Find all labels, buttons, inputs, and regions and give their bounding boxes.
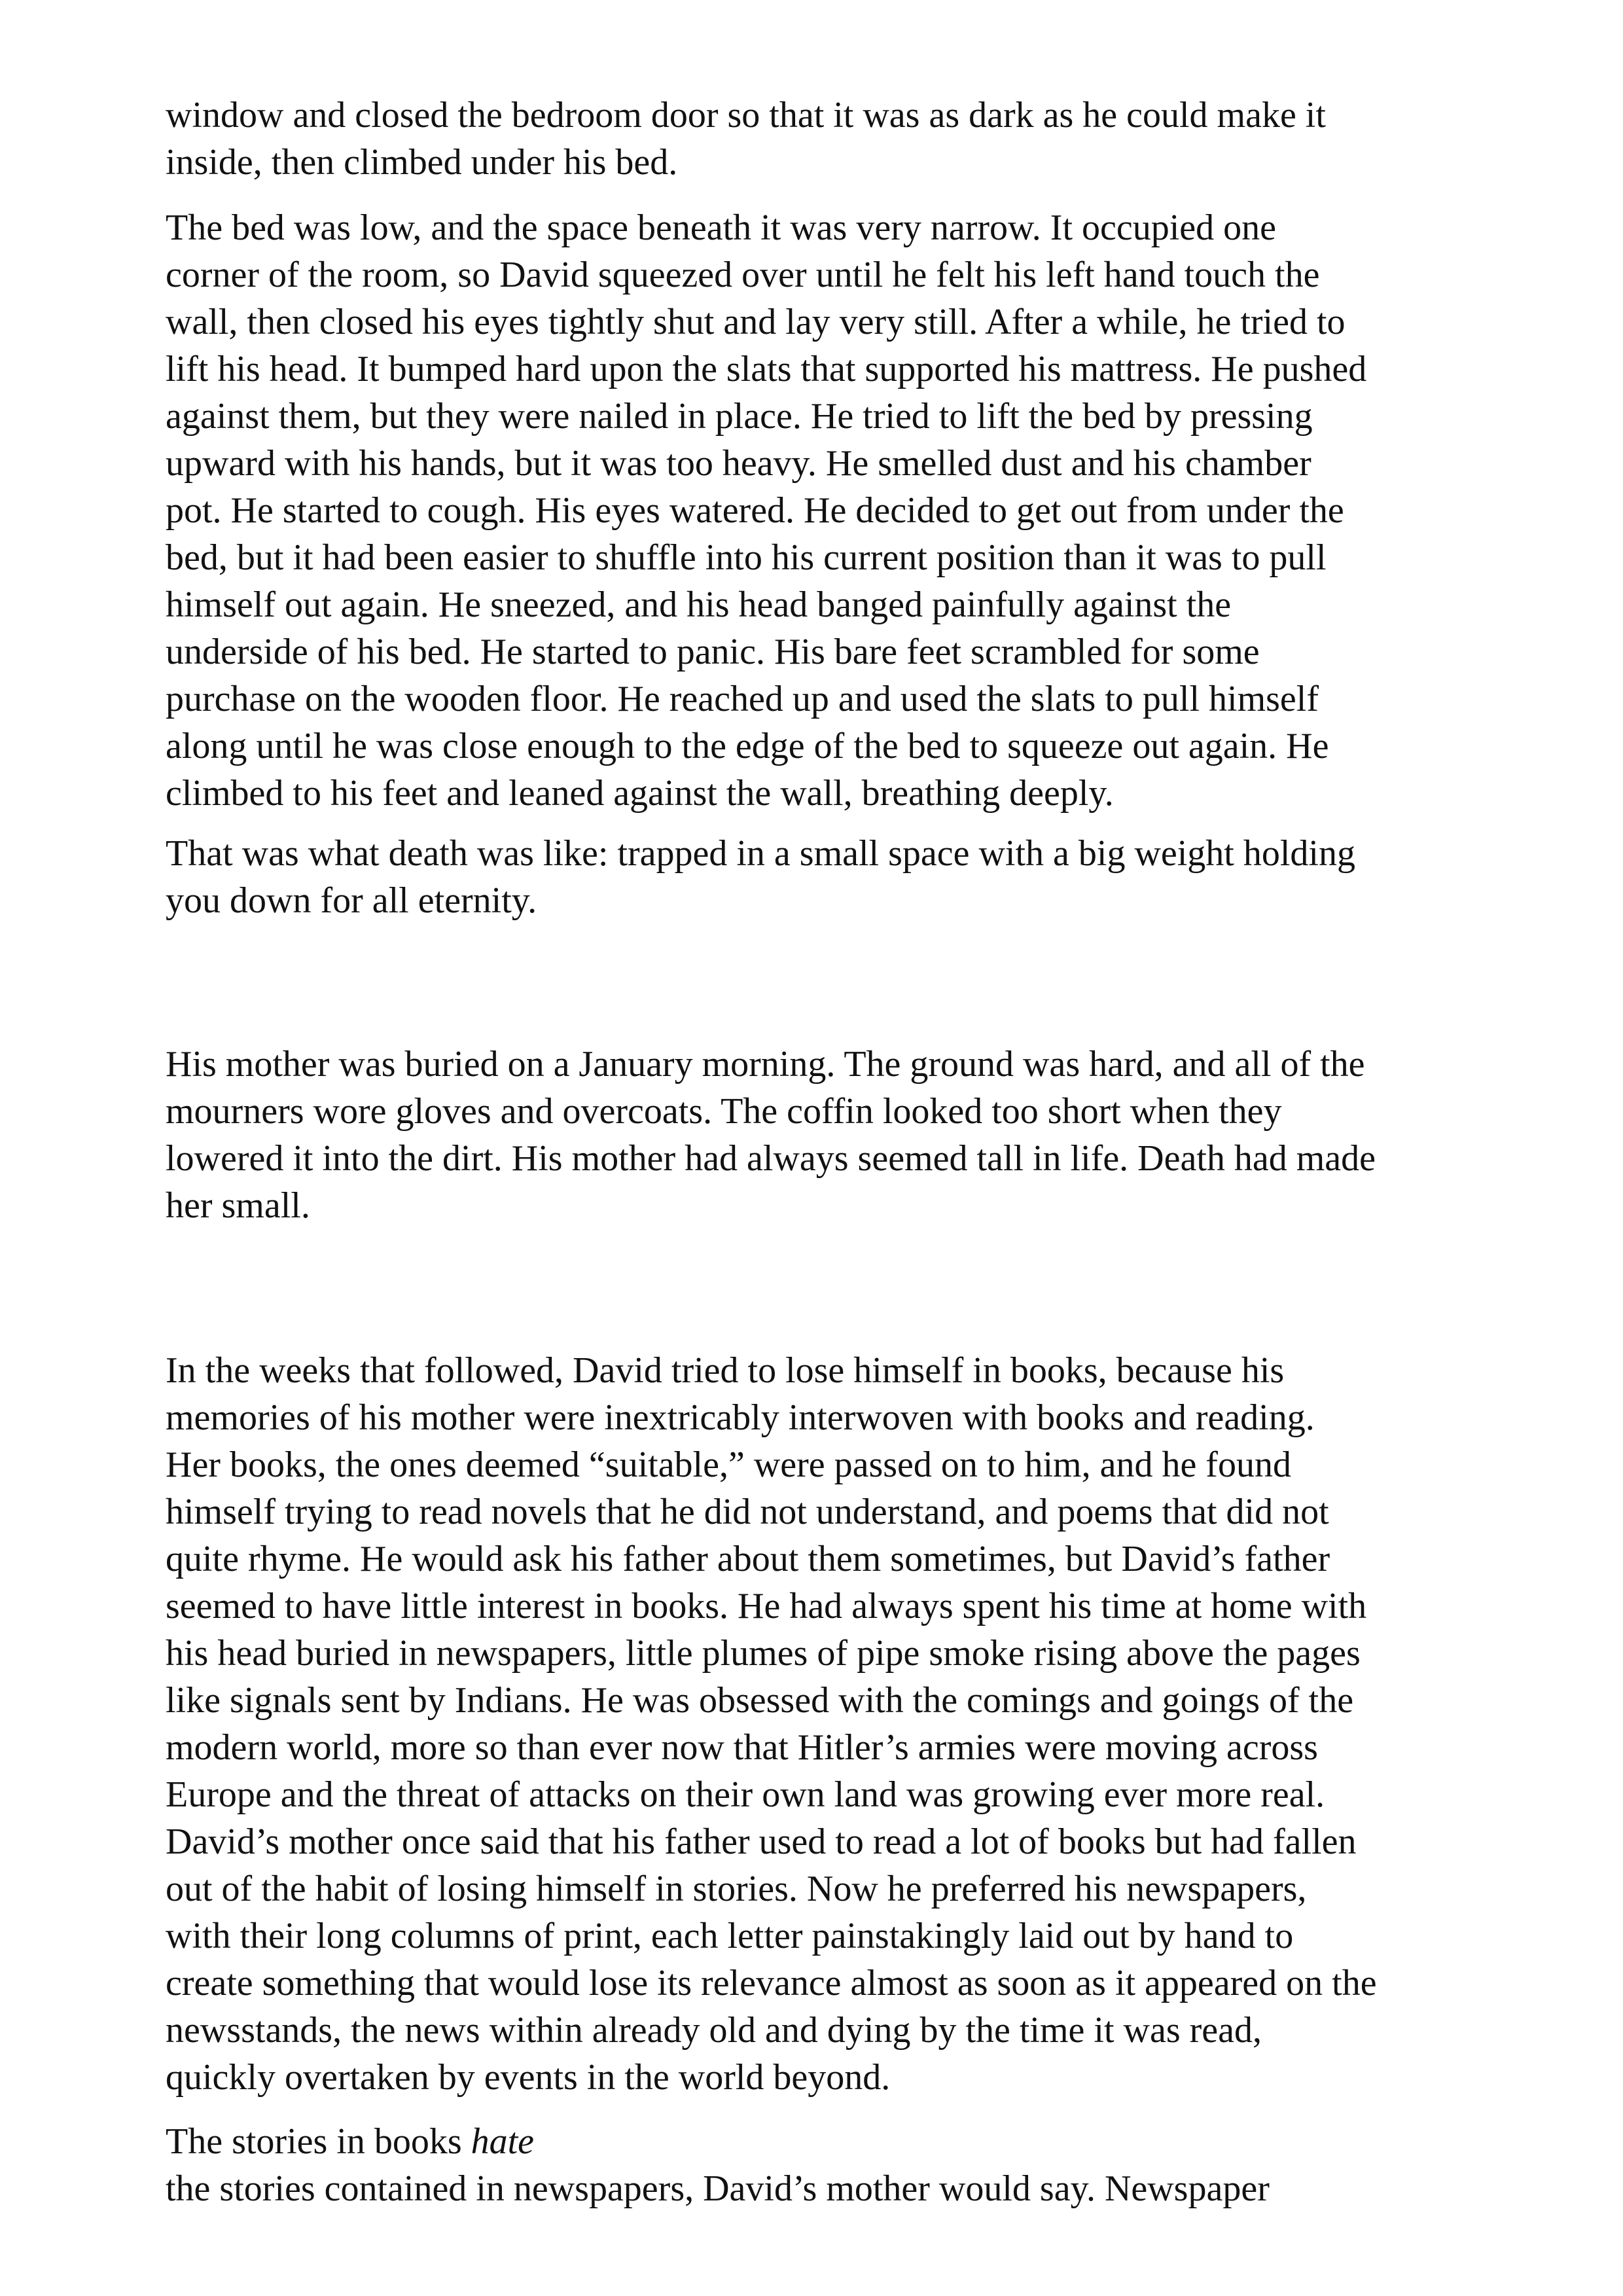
text-line: lowered it into the dirt. His mother had always seemed tall in life. Death had made xyxy=(166,1138,1376,1179)
text-line: corner of the room, so David squeezed over until he felt his left hand touch the xyxy=(166,255,1320,295)
text-line: His mother was buried on a January morning. The ground was hard, and all of the xyxy=(166,1044,1365,1085)
text-line: climbed to his feet and leaned against the wall, breathing deeply. xyxy=(166,773,1114,814)
paragraph-under-bed xyxy=(166,204,1474,817)
paragraph-window xyxy=(166,92,1474,186)
text-line: like signals sent by Indians. He was obsessed with the comings and goings of the xyxy=(166,1680,1354,1721)
text-line: window and closed the bedroom door so that it was as dark as he could make it xyxy=(166,95,1326,135)
text-line: himself trying to read novels that he did not understand, and poems that did not xyxy=(166,1492,1329,1532)
text-line: his head buried in newspapers, little plumes of pipe smoke rising above the pages xyxy=(166,1633,1361,1674)
text-line: purchase on the wooden floor. He reached up and used the slats to pull himself xyxy=(166,679,1319,719)
text-line: memories of his mother were inextricably interwoven with books and reading. xyxy=(166,1397,1315,1438)
text-line xyxy=(166,2118,1474,2165)
text-line: mourners wore gloves and overcoats. The coffin looked too short when they xyxy=(166,1091,1282,1132)
emphasis-word: hate xyxy=(471,2121,535,2162)
text-line: modern world, more so than ever now that Hitler’s armies were moving across xyxy=(166,1727,1318,1768)
text-line: with their long columns of print, each letter painstakingly laid out by hand to xyxy=(166,1916,1294,1956)
text-line: along until he was close enough to the edge of the bed to squeeze out again. He xyxy=(166,726,1329,766)
text-line: quickly overtaken by events in the world beyond. xyxy=(166,2057,891,2098)
text-line: upward with his hands, but it was too heavy. He smelled dust and his chamber xyxy=(166,443,1311,484)
text-line: the stories contained in newspapers, David’s mother would say. Newspaper xyxy=(166,2168,1270,2209)
text-line: The bed was low, and the space beneath it was very narrow. It occupied one xyxy=(166,207,1276,248)
text-line: against them, but they were nailed in place. He tried to lift the bed by pressing xyxy=(166,396,1313,437)
text-line: inside, then climbed under his bed. xyxy=(166,142,678,183)
text-line: bed, but it had been easier to shuffle into his current position than it was to pull xyxy=(166,537,1327,578)
text-line: quite rhyme. He would ask his father about them sometimes, but David’s father xyxy=(166,1539,1330,1579)
paragraph-books xyxy=(166,1347,1474,2101)
text-line: Her books, the ones deemed “suitable,” were passed on to him, and he found xyxy=(166,1444,1291,1485)
text-line: underside of his bed. He started to panic. His bare feet scrambled for some xyxy=(166,632,1260,672)
text-line: seemed to have little interest in books. He had always spent his time at home with xyxy=(166,1586,1367,1626)
text-line: create something that would lose its relevance almost as soon as it appeared on the xyxy=(166,1963,1377,2003)
text-line: you down for all eternity. xyxy=(166,880,537,921)
text-line: wall, then closed his eyes tightly shut and lay very still. After a while, he tried to xyxy=(166,302,1346,342)
text-run: The stories in books xyxy=(166,2121,471,2162)
text-line: Europe and the threat of attacks on their own land was growing ever more real. xyxy=(166,1774,1325,1815)
text-line: himself out again. He sneezed, and his head banged painfully against the xyxy=(166,584,1232,625)
text-line: That was what death was like: trapped in a small space with a big weight holding xyxy=(166,833,1355,874)
text-line: out of the habit of losing himself in stories. Now he preferred his newspapers, xyxy=(166,1869,1307,1909)
text-line: her small. xyxy=(166,1185,310,1226)
paragraph-stories-hate xyxy=(166,2118,1474,2212)
text-line: newsstands, the news within already old and dying by the time it was read, xyxy=(166,2010,1262,2051)
text-line: lift his head. It bumped hard upon the slats that supported his mattress. He pushed xyxy=(166,349,1367,389)
text-line: In the weeks that followed, David tried to lose himself in books, because his xyxy=(166,1350,1285,1391)
paragraph-burial xyxy=(166,1041,1474,1229)
text-line: pot. He started to cough. His eyes watered. He decided to get out from under the xyxy=(166,490,1344,531)
text-line: David’s mother once said that his father used to read a lot of books but had fallen xyxy=(166,1821,1357,1862)
paragraph-death xyxy=(166,830,1474,924)
